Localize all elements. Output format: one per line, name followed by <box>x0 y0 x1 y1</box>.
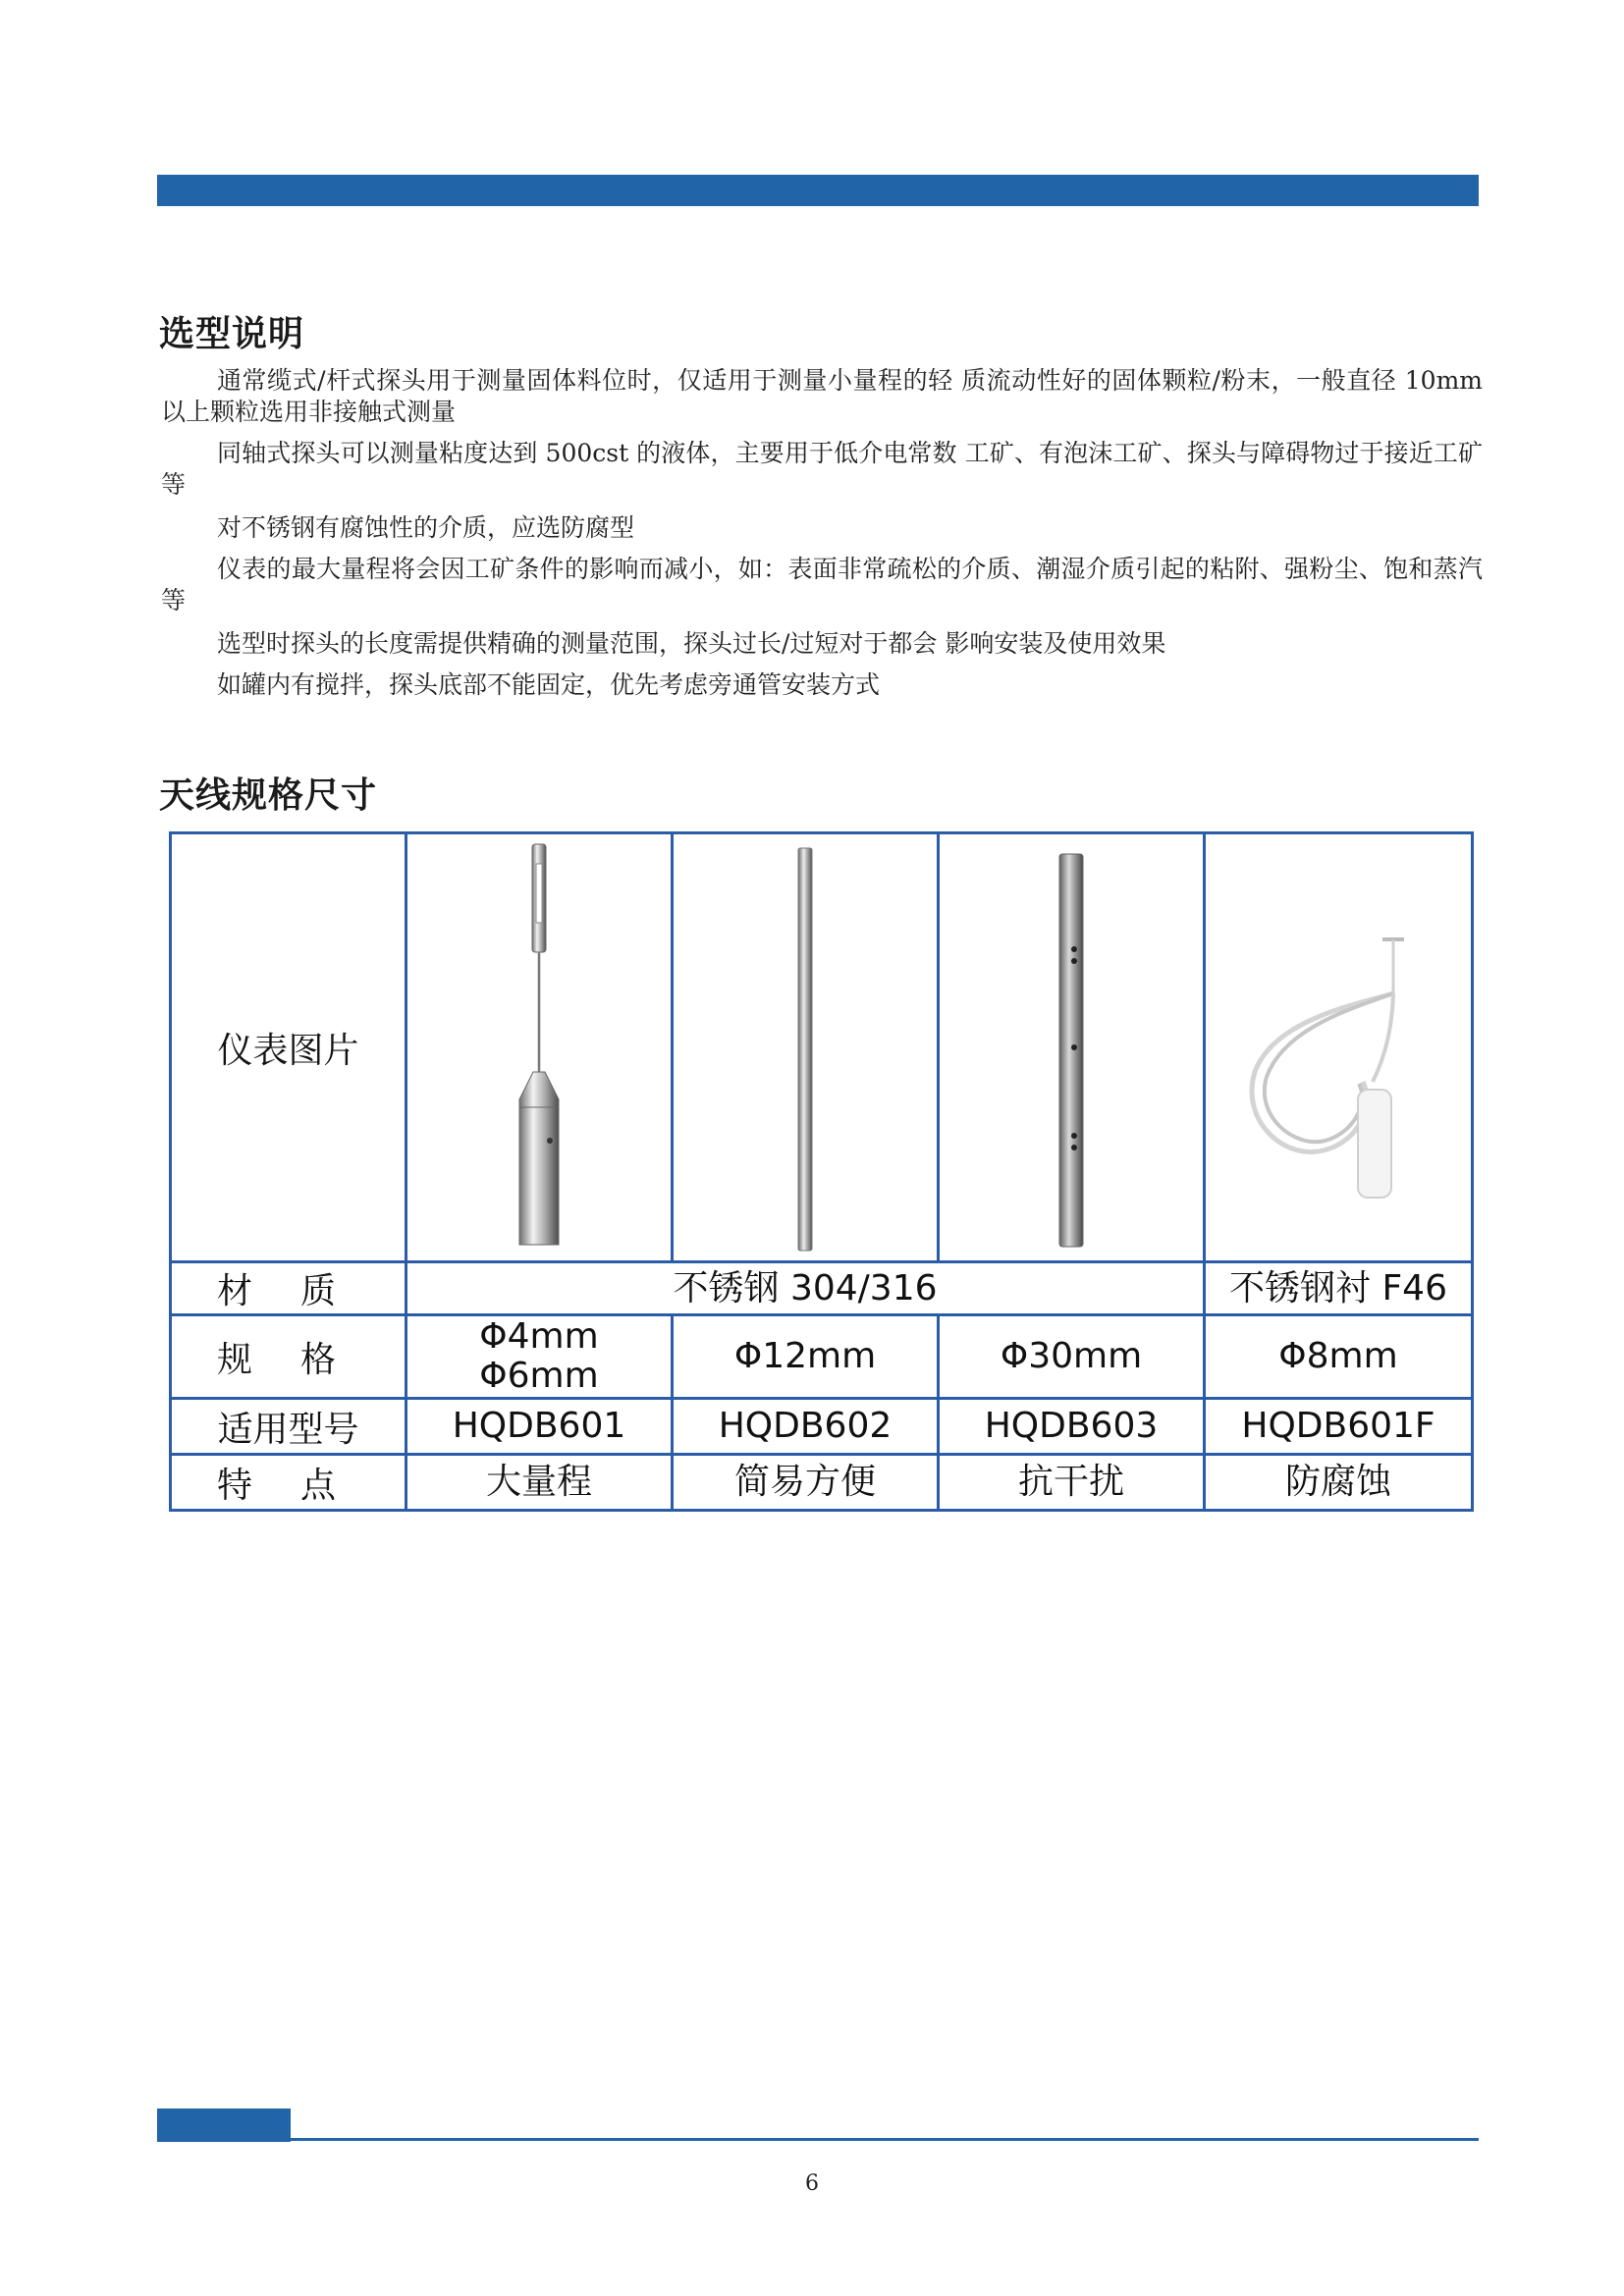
antenna-title: 天线规格尺寸 <box>159 774 378 816</box>
footer-line <box>291 2138 1479 2141</box>
ptfe-cable-probe-icon <box>1216 836 1461 1258</box>
material-lined: 不锈钢衬 F46 <box>1205 1262 1473 1315</box>
label-text: 质 <box>299 1271 336 1311</box>
table-row <box>171 1455 1473 1511</box>
label-image: 仪表图片 <box>171 833 406 1262</box>
spec-cell: Φ12mm <box>673 1315 939 1399</box>
selection-paragraph: 对不锈钢有腐蚀性的介质，应选防腐型 <box>217 513 635 542</box>
cable-probe-icon <box>480 836 598 1258</box>
label-text: 规 <box>217 1339 253 1380</box>
selection-paragraph: 同轴式探头可以测量粘度达到 500cst 的液体，主要用于低介电常数 工矿、有泡沫工矿、探头与障碍物过于接近工矿等 <box>161 439 1483 499</box>
model-cell: HQDB603 <box>939 1399 1205 1455</box>
coaxial-probe-icon <box>1012 836 1130 1258</box>
image-cell <box>406 833 673 1262</box>
selection-paragraph: 通常缆式/杆式探头用于测量固体料位时，仅适用于测量小量程的轻 质流动性好的固体颗粒/粉末，一般直径 10mm 以上颗粒选用非接触式测量 <box>161 366 1483 426</box>
rod-probe-icon <box>746 836 864 1258</box>
model-cell: HQDB602 <box>673 1399 939 1455</box>
label-model: 适用型号 <box>171 1399 406 1455</box>
feature-cell: 防腐蚀 <box>1205 1455 1473 1511</box>
material-steel: 不锈钢 304/316 <box>406 1262 1205 1315</box>
label-text: 点 <box>299 1465 336 1506</box>
table-row <box>171 1315 1473 1399</box>
spec-cell <box>406 1315 673 1399</box>
image-cell <box>673 833 939 1262</box>
feature-cell: 抗干扰 <box>939 1455 1205 1511</box>
header-bar <box>157 175 1479 206</box>
model-cell: HQDB601 <box>406 1399 673 1455</box>
label-material <box>171 1262 406 1315</box>
table-row <box>171 1399 1473 1455</box>
table-row <box>171 1262 1473 1315</box>
label-text: 材 <box>217 1271 253 1311</box>
footer-block <box>157 2109 291 2142</box>
spec-line: Φ6mm <box>479 1356 599 1396</box>
label-feature <box>171 1455 406 1511</box>
selection-title: 选型说明 <box>159 313 305 354</box>
feature-cell: 大量程 <box>406 1455 673 1511</box>
table-row <box>171 833 1473 1262</box>
model-cell: HQDB601F <box>1205 1399 1473 1455</box>
selection-paragraph: 如罐内有搅拌，探头底部不能固定，优先考虑旁通管安装方式 <box>217 670 881 699</box>
spec-cell: Φ8mm <box>1205 1315 1473 1399</box>
label-text: 格 <box>299 1339 336 1380</box>
image-cell <box>939 833 1205 1262</box>
antenna-spec-table <box>169 831 1474 1512</box>
spec-line: Φ4mm <box>479 1316 599 1357</box>
selection-paragraph: 仪表的最大量程将会因工矿条件的影响而减小，如：表面非常疏松的介质、潮湿介质引起的粘附、强粉尘、饱和蒸汽等 <box>161 555 1483 614</box>
label-spec <box>171 1315 406 1399</box>
page-number: 6 <box>805 2171 819 2196</box>
label-text: 特 <box>217 1465 253 1506</box>
image-cell <box>1205 833 1473 1262</box>
selection-paragraph: 选型时探头的长度需提供精确的测量范围，探头过长/过短对于都会 影响安装及使用效果 <box>217 629 1166 658</box>
feature-cell: 简易方便 <box>673 1455 939 1511</box>
spec-cell: Φ30mm <box>939 1315 1205 1399</box>
